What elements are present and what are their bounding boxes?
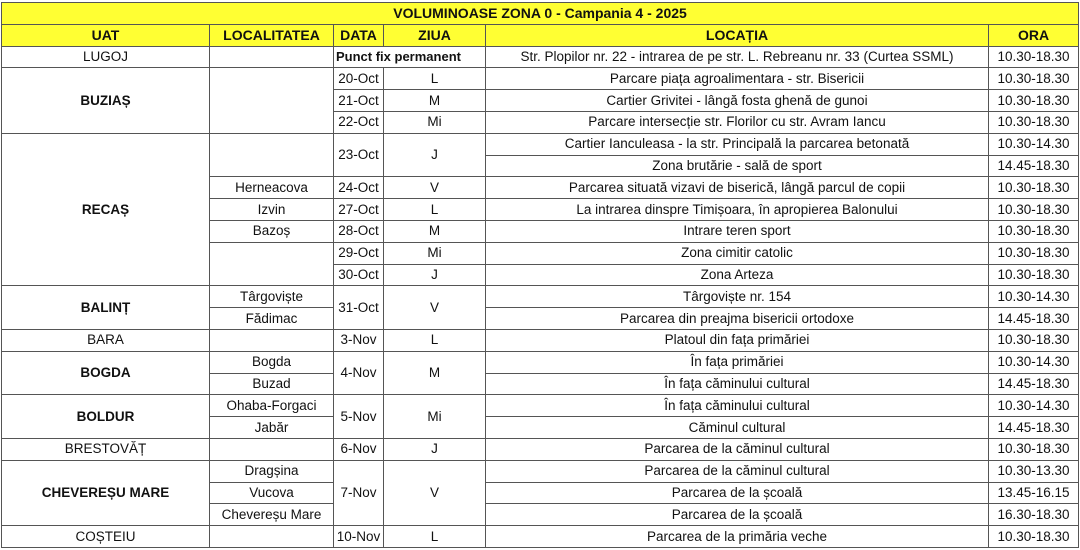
ziua-cell: M xyxy=(384,220,486,242)
ora-cell: 10.30-18.30 xyxy=(989,68,1079,90)
data-cell: 3-Nov xyxy=(334,329,384,351)
locatia-cell: Parcarea de la căminul cultural xyxy=(486,438,989,460)
ora-cell: 10.30-18.30 xyxy=(989,264,1079,286)
locatia-cell: Parcarea de la școală xyxy=(486,482,989,504)
data-cell: 28-Oct xyxy=(334,220,384,242)
ora-cell: 14.45-18.30 xyxy=(989,155,1079,177)
ziua-cell: L xyxy=(384,526,486,548)
localitatea-cell xyxy=(210,242,334,286)
localitatea-cell: Jabăr xyxy=(210,417,334,439)
ziua-cell: J xyxy=(384,133,486,177)
header-row xyxy=(2,24,1079,46)
locatia-cell: Parcarea de la căminul cultural xyxy=(486,460,989,482)
locatia-cell: Zona brutăriе - sală de sport xyxy=(486,155,989,177)
table-row xyxy=(2,395,1079,417)
localitatea-cell: Izvin xyxy=(210,199,334,221)
ora-cell: 14.45-18.30 xyxy=(989,373,1079,395)
ora-cell: 10.30-18.30 xyxy=(989,220,1079,242)
data-cell: 10-Nov xyxy=(334,526,384,548)
data-cell: 6-Nov xyxy=(334,438,384,460)
data-cell: 7-Nov xyxy=(334,460,384,525)
ziua-cell: Mi xyxy=(384,242,486,264)
localitatea-cell xyxy=(210,526,334,548)
table-row xyxy=(2,46,1079,68)
schedule-table xyxy=(1,2,1079,548)
locatia-cell: În fața primăriei xyxy=(486,351,989,373)
locatia-cell: Parcare piața agroalimentara - str. Bisericii xyxy=(486,68,989,90)
locatia-cell: Cartier Ianculeasa - la str. Principală la parcarea betonată xyxy=(486,133,989,155)
locatia-cell: Căminul cultural xyxy=(486,417,989,439)
locatia-cell: Parcarea din preajma bisericii ortodoxe xyxy=(486,308,989,330)
locatia-cell: Parcarea de la școală xyxy=(486,504,989,526)
locatia-cell: Platoul din fața primăriei xyxy=(486,329,989,351)
uat-cell: BUZIAȘ xyxy=(2,68,210,133)
ziua-cell: V xyxy=(384,177,486,199)
data-cell: 29-Oct xyxy=(334,242,384,264)
ora-cell: 16.30-18.30 xyxy=(989,504,1079,526)
locatia-cell: Parcare intersecție str. Florilor cu str. Avram Iancu xyxy=(486,111,989,133)
col-data: DATA xyxy=(334,24,384,46)
locatia-cell: La intrarea dinspre Timișoara, în apropierea Balonului xyxy=(486,199,989,221)
uat-cell: BOLDUR xyxy=(2,395,210,439)
table-row xyxy=(2,460,1079,482)
ora-cell: 10.30-14.30 xyxy=(989,351,1079,373)
ora-cell: 10.30-18.30 xyxy=(989,111,1079,133)
table-row xyxy=(2,438,1079,460)
col-ora: ORA xyxy=(989,24,1079,46)
uat-cell: BARA xyxy=(2,329,210,351)
ora-cell: 10.30-18.30 xyxy=(989,329,1079,351)
uat-cell: RECAȘ xyxy=(2,133,210,286)
ziua-cell: Mi xyxy=(384,395,486,439)
ora-cell: 14.45-18.30 xyxy=(989,417,1079,439)
uat-cell: BALINȚ xyxy=(2,286,210,330)
data-cell: 21-Oct xyxy=(334,90,384,112)
localitatea-cell xyxy=(210,46,334,68)
localitatea-cell: Târgoviște xyxy=(210,286,334,308)
data-cell: 24-Oct xyxy=(334,177,384,199)
ziua-cell: Mi xyxy=(384,111,486,133)
ora-cell: 10.30-13.30 xyxy=(989,460,1079,482)
localitatea-cell: Fădimac xyxy=(210,308,334,330)
ora-cell: 10.30-18.30 xyxy=(989,46,1079,68)
ora-cell: 10.30-18.30 xyxy=(989,90,1079,112)
data-cell: Punct fix permanent xyxy=(334,46,486,68)
locatia-cell: Târgoviște nr. 154 xyxy=(486,286,989,308)
ora-cell: 10.30-18.30 xyxy=(989,438,1079,460)
ziua-cell: L xyxy=(384,199,486,221)
col-locatia: LOCAȚIA xyxy=(486,24,989,46)
locatia-cell: În fața căminului cultural xyxy=(486,395,989,417)
ziua-cell: M xyxy=(384,351,486,395)
localitatea-cell xyxy=(210,438,334,460)
ora-cell: 10.30-14.30 xyxy=(989,286,1079,308)
data-cell: 31-Oct xyxy=(334,286,384,330)
data-cell: 27-Oct xyxy=(334,199,384,221)
ziua-cell: V xyxy=(384,460,486,525)
uat-cell: CHEVEREȘU MARE xyxy=(2,460,210,525)
ora-cell: 10.30-18.30 xyxy=(989,177,1079,199)
locatia-cell: Parcarea situată vizavi de biserică, lângă parcul de copii xyxy=(486,177,989,199)
data-cell: 23-Oct xyxy=(334,133,384,177)
ziua-cell: J xyxy=(384,438,486,460)
data-cell: 4-Nov xyxy=(334,351,384,395)
locatia-cell: Parcarea de la primăria veche xyxy=(486,526,989,548)
locatia-cell: Zona cimitir catolic xyxy=(486,242,989,264)
table-row xyxy=(2,329,1079,351)
localitatea-cell xyxy=(210,68,334,133)
ora-cell: 10.30-18.30 xyxy=(989,199,1079,221)
data-cell: 22-Oct xyxy=(334,111,384,133)
table-row xyxy=(2,351,1079,373)
col-uat: UAT xyxy=(2,24,210,46)
localitatea-cell xyxy=(210,329,334,351)
localitatea-cell: Dragșina xyxy=(210,460,334,482)
localitatea-cell xyxy=(210,133,334,177)
ziua-cell: J xyxy=(384,264,486,286)
localitatea-cell: Bazoș xyxy=(210,220,334,242)
locatia-cell: Zona Arteza xyxy=(486,264,989,286)
ora-cell: 14.45-18.30 xyxy=(989,308,1079,330)
localitatea-cell: Chevereșu Mare xyxy=(210,504,334,526)
locatia-cell: Intrare teren sport xyxy=(486,220,989,242)
table-row xyxy=(2,526,1079,548)
ora-cell: 10.30-18.30 xyxy=(989,526,1079,548)
locatia-cell: În fața căminului cultural xyxy=(486,373,989,395)
uat-cell: LUGOJ xyxy=(2,46,210,68)
data-cell: 30-Oct xyxy=(334,264,384,286)
ziua-cell: M xyxy=(384,90,486,112)
table-row xyxy=(2,68,1079,90)
ziua-cell: V xyxy=(384,286,486,330)
uat-cell: BRESTOVĂȚ xyxy=(2,438,210,460)
col-ziua: ZIUA xyxy=(384,24,486,46)
ora-cell: 10.30-14.30 xyxy=(989,133,1079,155)
table-row xyxy=(2,133,1079,155)
ora-cell: 13.45-16.15 xyxy=(989,482,1079,504)
locatia-cell: Cartier Grivitei - lângă fosta ghenă de gunoi xyxy=(486,90,989,112)
ora-cell: 10.30-18.30 xyxy=(989,242,1079,264)
data-cell: 5-Nov xyxy=(334,395,384,439)
localitatea-cell: Bogda xyxy=(210,351,334,373)
table-title: VOLUMINOASE ZONA 0 - Campania 4 - 2025 xyxy=(2,3,1079,25)
localitatea-cell: Ohaba-Forgaci xyxy=(210,395,334,417)
localitatea-cell: Vucova xyxy=(210,482,334,504)
ziua-cell: L xyxy=(384,68,486,90)
ziua-cell: L xyxy=(384,329,486,351)
data-cell: 20-Oct xyxy=(334,68,384,90)
localitatea-cell: Buzad xyxy=(210,373,334,395)
uat-cell: COȘTEIU xyxy=(2,526,210,548)
localitatea-cell: Herneacova xyxy=(210,177,334,199)
locatia-cell: Str. Plopilor nr. 22 - intrarea de pe str. L. Rebreanu nr. 33 (Curtea SSML) xyxy=(486,46,989,68)
col-localitatea: LOCALITATEA xyxy=(210,24,334,46)
ora-cell: 10.30-14.30 xyxy=(989,395,1079,417)
uat-cell: BOGDA xyxy=(2,351,210,395)
table-row xyxy=(2,286,1079,308)
